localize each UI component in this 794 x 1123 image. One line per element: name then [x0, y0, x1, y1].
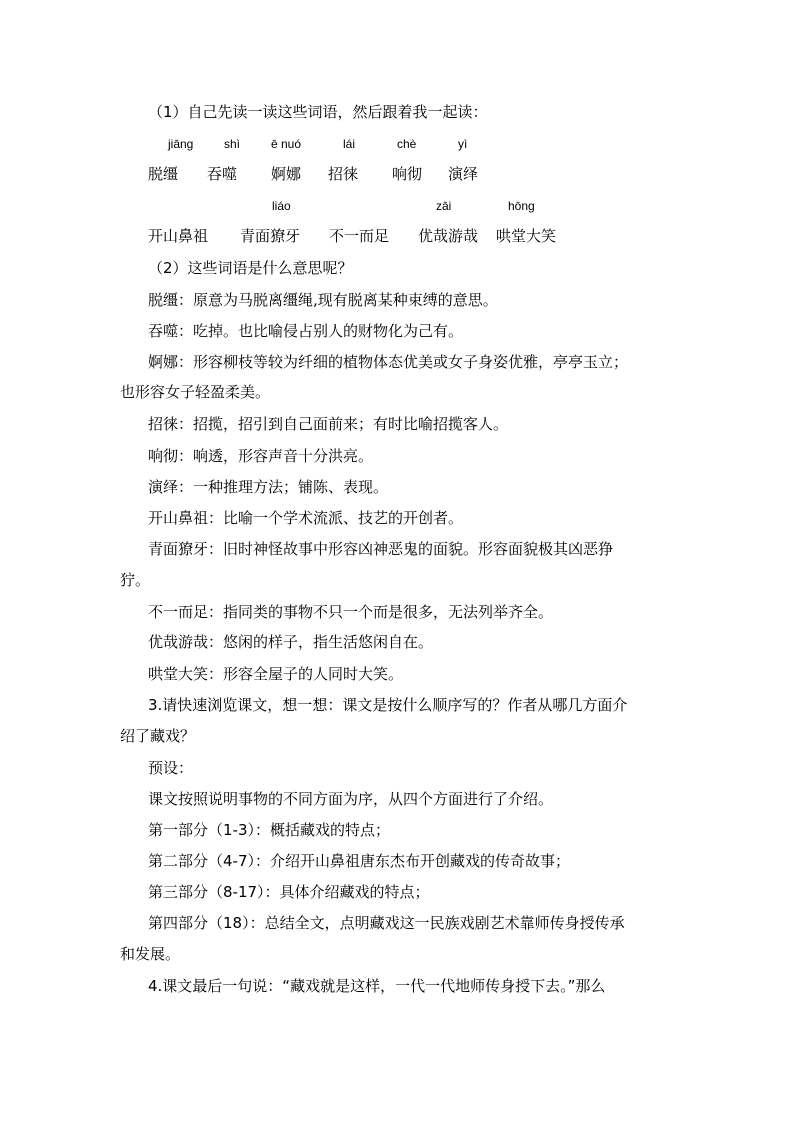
answer-intro: 课文按照说明事物的不同方面为序，从四个方面进行了介绍。 [148, 790, 554, 808]
pinyin-jiang: jiāng [168, 137, 194, 151]
word-xiangche: 响彻 [392, 165, 423, 183]
part-3: 第三部分（8-17）：具体介绍藏戏的特点； [148, 883, 430, 901]
word-yanyi: 演绎 [448, 165, 479, 183]
question-3: 3.请快速浏览课文，想一想：课文是按什么顺序写的？作者从哪几方面介 [148, 696, 628, 714]
pinyin-shi: shì [224, 137, 241, 151]
pinyin-che: chè [397, 137, 417, 151]
definition-zhaolai: 招徕：招揽，招引到自己面前来；有时比喻招揽客人。 [148, 415, 509, 433]
section2-title: （2）这些词语是什么意思呢？ [148, 259, 353, 277]
pinyin-lai: lái [343, 137, 356, 151]
definition-qingmian-liaoya: 青面獠牙：旧时神怪故事中形容凶神恶鬼的面貌。形容面貌极其凶恶狰 [148, 540, 614, 558]
part-4-cont: 和发展。 [120, 945, 181, 963]
definition-tunshi: 吞噬：吃掉。也比喻侵占别人的财物化为己有。 [148, 322, 464, 340]
definition-buyi-erzu: 不一而足：指同类的事物不只一个而是很多，无法列举齐全。 [148, 603, 554, 621]
part-2: 第二部分（4-7）：介绍开山鼻祖唐东杰布开创藏戏的传奇故事； [148, 852, 571, 870]
question-3-cont: 绍了藏戏？ [120, 727, 196, 745]
definition-enuo-cont: 也形容女子轻盈柔美。 [120, 383, 271, 401]
definition-kaishan-bizu: 开山鼻祖：比喻一个学术流派、技艺的开创者。 [148, 509, 464, 527]
pinyin-e-nuo: ē nuó [271, 137, 302, 151]
word-buyi-erzu: 不一而足 [329, 227, 390, 245]
word-tuojiang: 脱缰 [148, 165, 179, 183]
pinyin-hong: hōng [508, 199, 535, 213]
definition-tuojiang: 脱缰：原意为马脱离缰绳,现有脱离某种束缚的意思。 [148, 291, 498, 309]
pinyin-zai: zāi [436, 199, 452, 213]
part-1: 第一部分（1-3）：概括藏戏的特点； [148, 821, 391, 839]
word-hongtang-daxiao: 哄堂大笑 [496, 227, 557, 245]
preset-label: 预设： [148, 759, 194, 777]
pinyin-yi: yì [458, 137, 468, 151]
definition-hongtang-daxiao: 哄堂大笑：形容全屋子的人同时大笑。 [148, 665, 404, 683]
definition-xiangche: 响彻：响透，形容声音十分洪亮。 [148, 447, 374, 465]
section1-title: （1）自己先读一读这些词语，然后跟着我一起读： [148, 103, 488, 121]
definition-youzai-youzai: 优哉游哉：悠闲的样子，指生活悠闲自在。 [148, 633, 434, 651]
word-youzai-youzai: 优哉游哉 [418, 227, 479, 245]
word-tunshi: 吞噬 [207, 165, 238, 183]
part-4: 第四部分（18）：总结全文，点明藏戏这一民族戏剧艺术靠师传身授传承 [148, 914, 625, 932]
definition-qingmian-liaoya-cont: 狞。 [120, 571, 151, 589]
definition-enuo: 婀娜：形容柳枝等较为纤细的植物体态优美或女子身姿优雅，亭亭玉立； [148, 353, 629, 371]
word-zhaolai: 招徕 [328, 165, 359, 183]
definition-yanyi: 演绎：一种推理方法；铺陈、表现。 [148, 478, 389, 496]
word-kaishan-bizu: 开山鼻祖 [148, 227, 209, 245]
word-qingmian-liaoya: 青面獠牙 [240, 227, 301, 245]
question-4: 4.课文最后一句说：“藏戏就是这样，一代一代地师传身授下去。”那么 [148, 977, 606, 995]
word-enuo: 婀娜 [271, 165, 302, 183]
pinyin-liao: liáo [272, 199, 291, 213]
